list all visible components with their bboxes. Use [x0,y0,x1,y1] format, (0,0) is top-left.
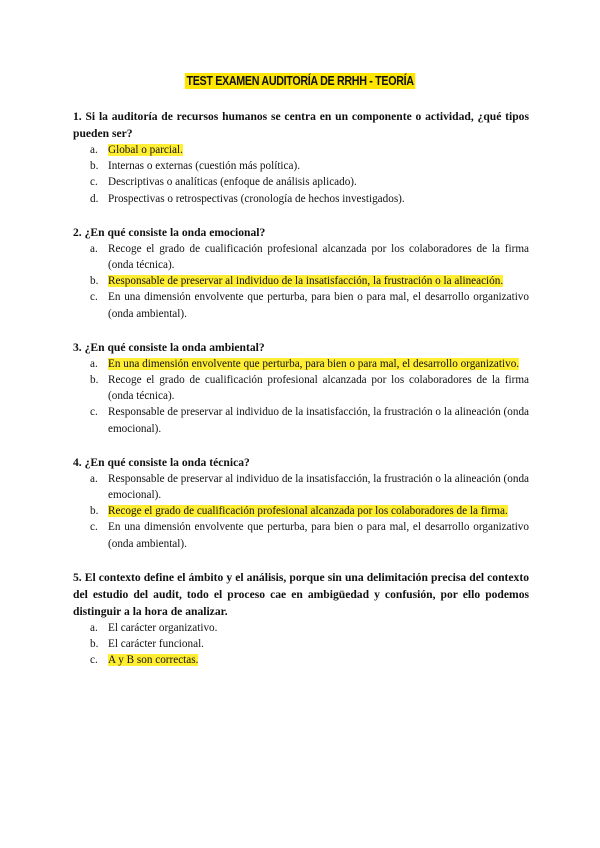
option-text: Prospectivas o retrospectivas (cronología de hechos investigados). [108,192,405,205]
option-letter: c. [90,291,98,304]
option-letter: b. [90,275,99,288]
option-letter: c. [90,521,98,534]
option-text: Descriptivas o analíticas (enfoque de análisis aplicado). [108,176,357,189]
title-block [0,72,600,90]
option-item [73,652,529,668]
option-letter: a. [90,242,98,255]
option-list [73,471,529,552]
option-text: Recoge el grado de cualificación profesional alcanzada por los colaboradores de la firma (onda técnica). [108,374,529,403]
option-text: Responsable de preservar al individuo de la insatisfacción, la frustración o la alineación (onda emocional). [108,472,529,502]
option-text: En una dimensión envolvente que perturba, para bien o para mal, el desarrollo organizativo (onda ambiental). [108,291,529,320]
option-list [73,356,529,437]
question-text: 4. ¿En qué consiste la onda técnica? [73,455,250,469]
option-text: El carácter organizativo. [108,621,218,634]
option-text: Recoge el grado de cualificación profesional alcanzada por los colaboradores de la firma (onda técnica). [108,242,529,272]
option-letter: b. [90,638,99,651]
option-list [73,241,529,322]
option-letter: b. [90,505,99,518]
option-text: En una dimensión envolvente que perturba, para bien o para mal, el desarrollo organizativo (onda ambiental). [108,521,529,550]
option-item [73,636,529,652]
question-text: 5. El contexto define el ámbito y el análisis, porque sin una delimitación precisa del contexto del estudio del audit, todo el proceso cae en ambigüedad y confusión, por ello podemos distinguir a la hora de analizar. [73,570,529,618]
option-item [73,356,529,372]
option-item [73,174,529,190]
option-item [73,241,529,273]
option-item [73,404,529,436]
option-list [73,620,529,669]
option-text: A y B son correctas. [108,654,199,667]
option-letter: a. [90,144,98,156]
option-list [73,142,529,207]
option-text: El carácter funcional. [108,638,204,651]
option-letter: c. [90,176,98,189]
option-letter: a. [90,621,98,634]
question-text: 3. ¿En qué consiste la onda ambiental? [73,340,265,354]
question-text: 1. Si la auditoría de recursos humanos se centra en un componente o actividad, ¿qué tipos pueden ser? [73,110,529,140]
option-letter: b. [90,160,99,173]
option-item [73,191,529,207]
question-4 [73,454,529,552]
option-letter: c. [90,654,98,667]
option-text: En una dimensión envolvente que perturba, para bien o para mal, el desarrollo organizativo. [108,357,520,370]
option-item [73,620,529,636]
question-list [73,108,529,685]
document-title: TEST EXAMEN AUDITORÍA DE RRHH - TEORÍA [186,74,414,88]
option-item [73,372,529,404]
option-item [73,142,529,158]
option-text: Responsable de preservar al individuo de la insatisfacción, la frustración o la alineación (onda emocional). [108,406,529,435]
question-1 [73,108,529,207]
option-letter: d. [90,192,99,205]
option-item [73,519,529,551]
option-item [73,503,529,519]
option-text: Internas o externas (cuestión más política). [108,160,300,173]
question-5 [73,569,529,669]
option-item [73,158,529,174]
option-item [73,289,529,321]
option-text: Responsable de preservar al individuo de la insatisfacción, la frustración o la alineación. [108,275,504,288]
option-item [73,273,529,289]
option-text: Global o parcial. [108,144,183,156]
question-text: 2. ¿En qué consiste la onda emocional? [73,225,266,239]
option-letter: b. [90,374,99,387]
option-letter: a. [90,357,98,370]
option-letter: a. [90,472,98,485]
option-text: Recoge el grado de cualificación profesional alcanzada por los colaboradores de la firma. [108,505,508,518]
question-3 [73,339,529,437]
option-letter: c. [90,406,98,419]
option-item [73,471,529,503]
question-2 [73,224,529,322]
